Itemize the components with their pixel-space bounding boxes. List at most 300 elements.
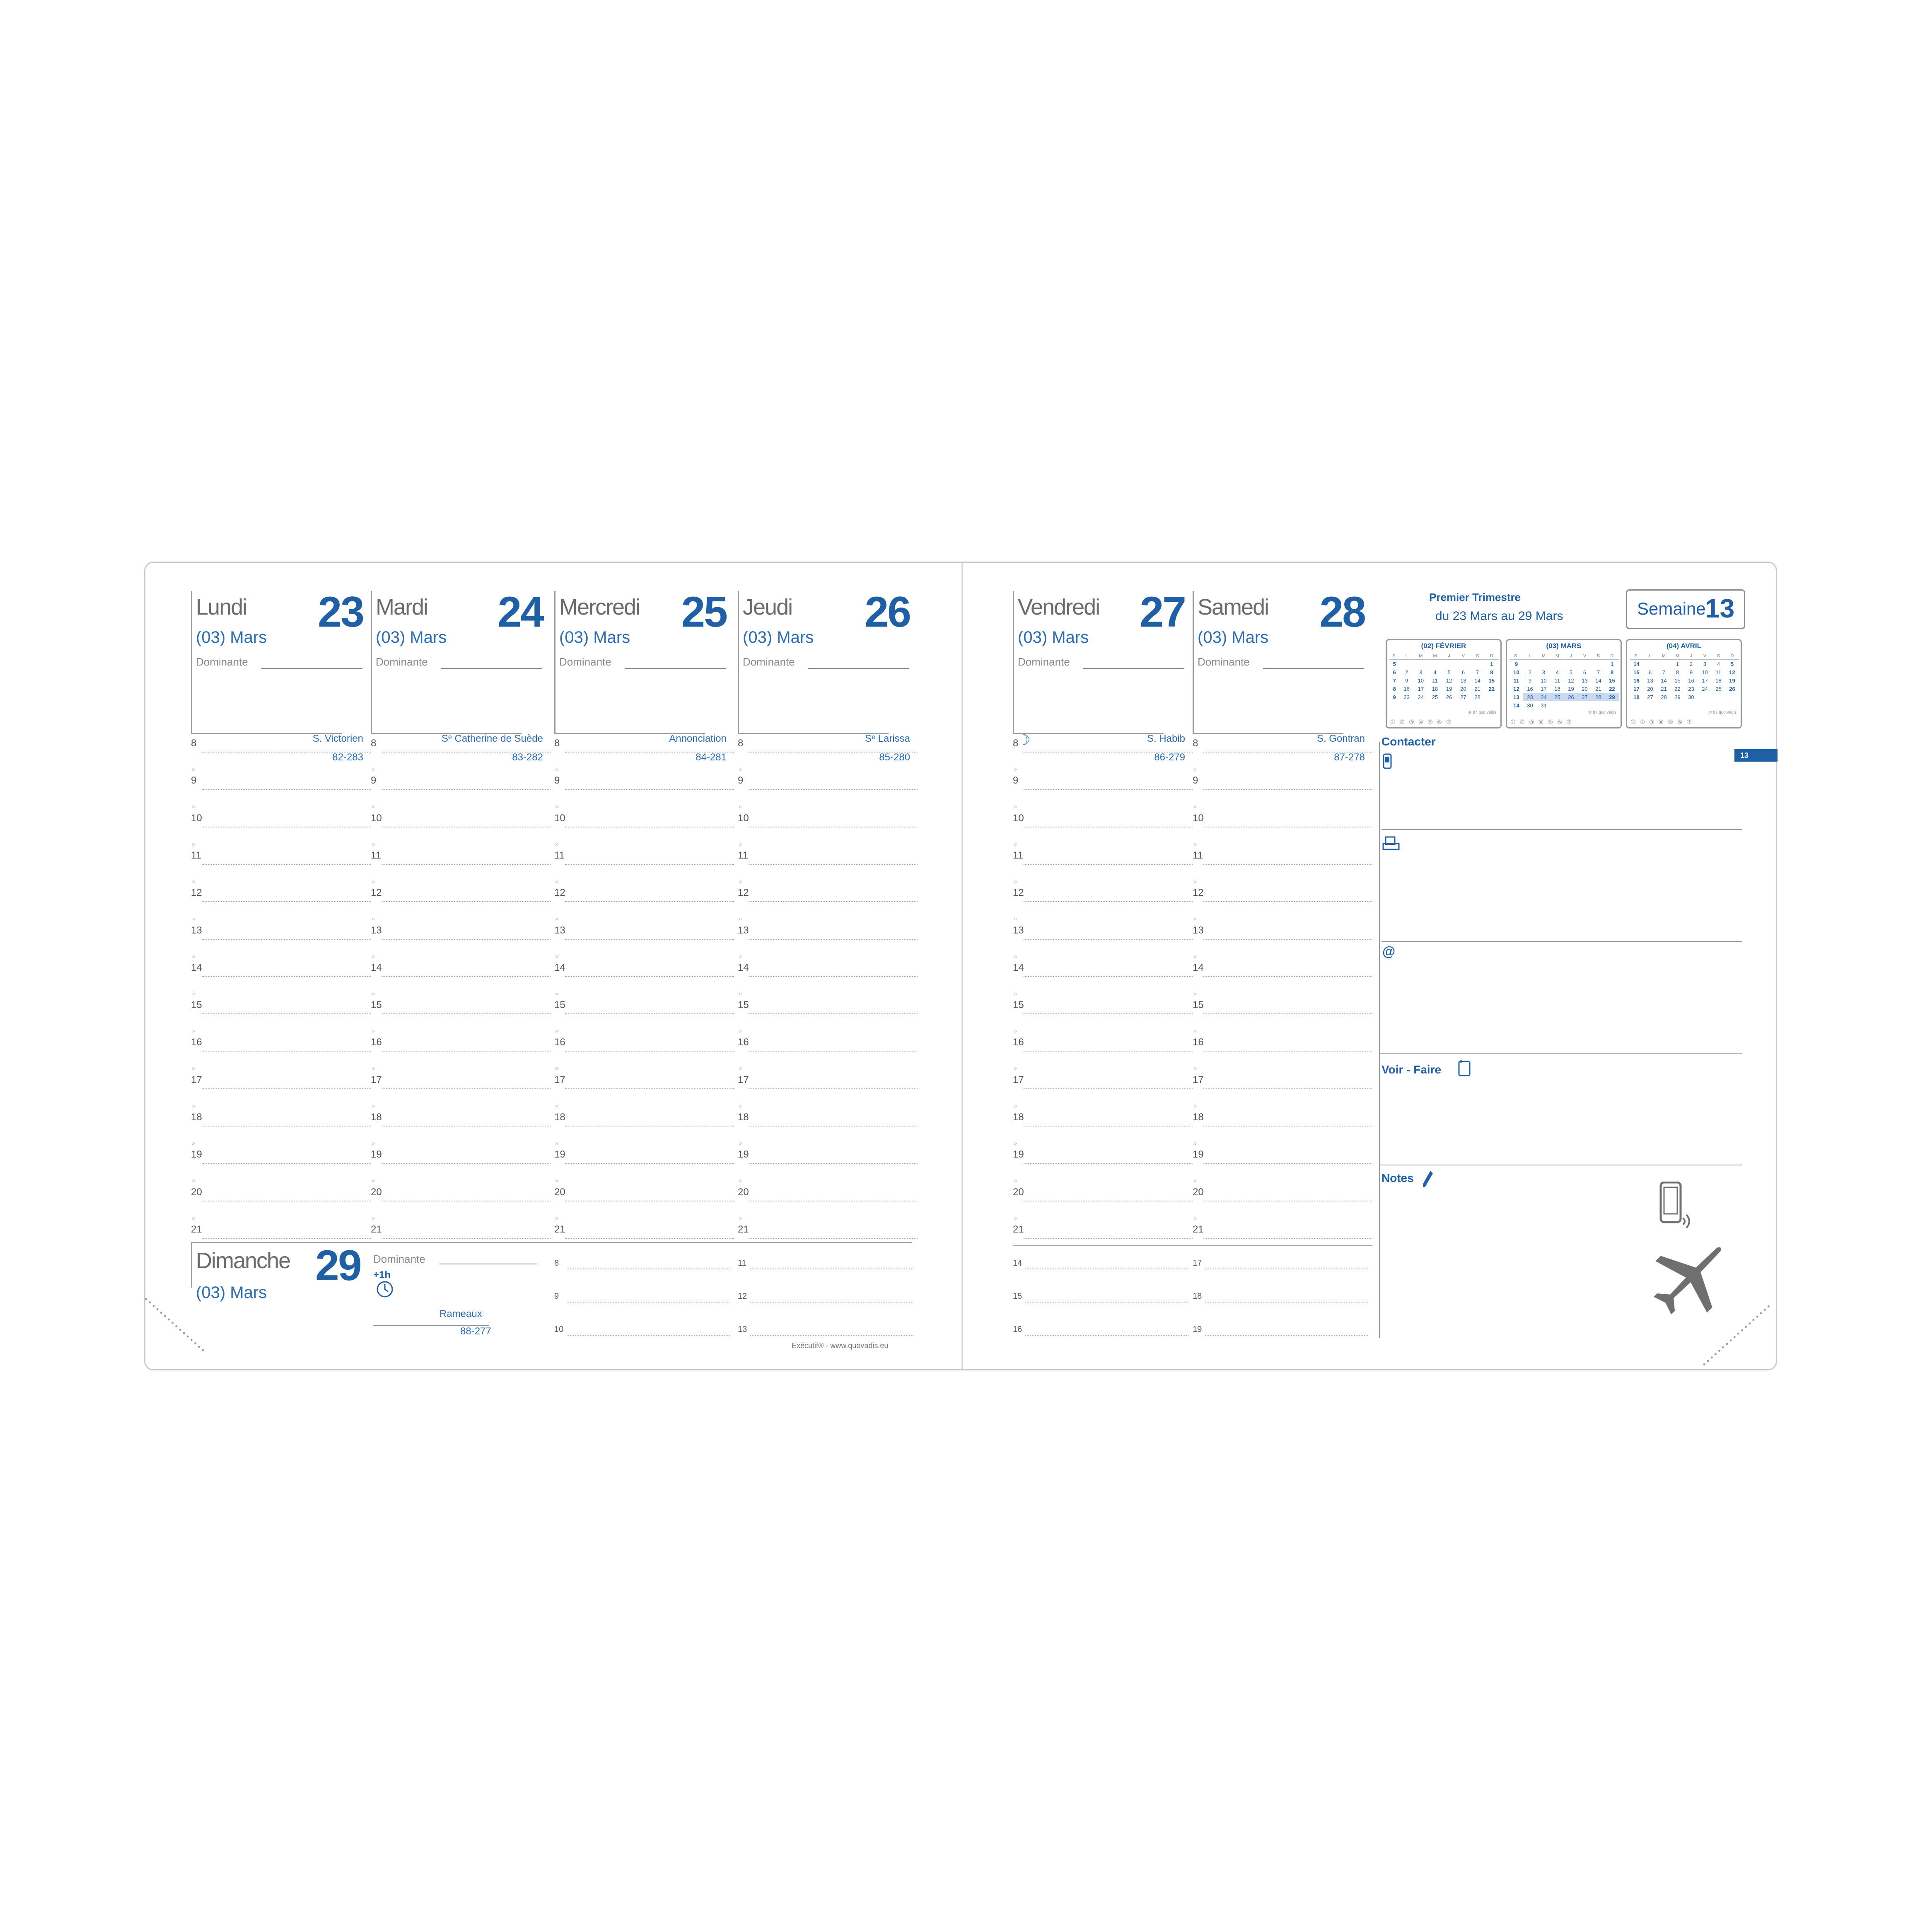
day-of-year: 84-281	[696, 752, 727, 763]
weekday-circles: ①②③④⑤⑥⑦	[1390, 719, 1456, 725]
hour-label: 20	[554, 1186, 565, 1198]
hour-label: 18	[191, 1112, 202, 1123]
half-hour-mark: »	[1193, 990, 1197, 997]
date-cell: 11	[1715, 669, 1722, 675]
extra-hour-label: 15	[1013, 1292, 1022, 1301]
date-cell: 22	[1488, 685, 1495, 692]
date-cell: 30	[1527, 702, 1533, 709]
hour-line	[1203, 789, 1372, 790]
day-4-hour-19[interactable]	[1013, 1149, 1193, 1164]
week-number-cell: 16	[1633, 677, 1640, 684]
hour-line	[382, 1163, 551, 1164]
day-0-hour-9[interactable]	[191, 775, 371, 790]
hour-line	[202, 1013, 371, 1014]
hour-line	[1203, 901, 1372, 902]
hour-label: 14	[371, 962, 382, 973]
date-cell: 15	[1674, 677, 1681, 684]
half-hour-mark: »	[739, 1177, 742, 1184]
mini-calendar-grid	[1389, 653, 1499, 701]
voir-faire-heading: Voir - Faire	[1381, 1063, 1442, 1076]
day-header-0	[191, 588, 367, 763]
day-2-hour-11[interactable]	[554, 849, 734, 865]
hour-line	[565, 789, 734, 790]
day-4-hour-14[interactable]	[1013, 962, 1193, 977]
hour-label: 21	[738, 1223, 749, 1235]
day-3-hour-9[interactable]	[738, 775, 918, 790]
hour-line	[1024, 939, 1193, 940]
day-4-hour-12[interactable]	[1013, 887, 1193, 902]
sunday-name: Dimanche	[196, 1248, 290, 1273]
sunday-hour-line[interactable]	[567, 1335, 730, 1336]
day-of-year: 87-278	[1334, 752, 1365, 763]
day-1-hour-14[interactable]	[371, 962, 551, 977]
date-cell: 12	[1729, 669, 1735, 675]
hour-label: 20	[371, 1186, 382, 1198]
dominante-line	[1263, 668, 1364, 669]
half-hour-mark: »	[555, 1140, 559, 1147]
date-cell: 16	[1688, 677, 1694, 684]
half-hour-mark: »	[1193, 1140, 1197, 1147]
day-0-hour-19[interactable]	[191, 1149, 371, 1164]
date-cell: 1	[1610, 661, 1614, 667]
day-1-hour-15[interactable]	[371, 999, 551, 1014]
mini-calendar-copyright: © 87 quo vadis	[1589, 710, 1616, 715]
weekday-header: L	[1400, 653, 1414, 660]
date-cell: 26	[1729, 685, 1735, 692]
hour-label: 8	[1013, 738, 1019, 749]
hour-line	[565, 901, 734, 902]
weekday-header: J	[1442, 653, 1456, 660]
day-0-hour-17[interactable]	[191, 1074, 371, 1089]
date-cell: 19	[1446, 685, 1452, 692]
hour-label: 18	[738, 1112, 749, 1123]
day-0-hour-21[interactable]	[191, 1223, 371, 1239]
half-hour-mark: »	[192, 766, 196, 773]
left-page	[145, 563, 961, 1369]
hour-label: 19	[738, 1149, 749, 1160]
hour-line	[749, 976, 918, 977]
date-cell: 12	[1446, 677, 1452, 684]
sunday-hour-label: 11	[738, 1259, 746, 1268]
mobile-phone-icon	[1382, 753, 1393, 770]
date-cell: 10	[1702, 669, 1708, 675]
half-hour-mark: »	[1193, 840, 1197, 848]
hour-line	[1024, 864, 1193, 865]
day-4-hour-16[interactable]	[1013, 1037, 1193, 1052]
smartphone-wireless-icon	[1659, 1182, 1696, 1231]
hour-label: 19	[1193, 1149, 1204, 1160]
hour-line	[202, 939, 371, 940]
day-3-hour-14[interactable]	[738, 962, 918, 977]
half-hour-mark: »	[739, 803, 742, 810]
day-name: Mercredi	[559, 595, 640, 620]
half-hour-mark: »	[192, 1214, 196, 1222]
day-5-hour-16[interactable]	[1193, 1037, 1372, 1052]
hour-label: 19	[371, 1149, 382, 1160]
hour-label: 13	[1193, 924, 1204, 936]
day-4-hour-15[interactable]	[1013, 999, 1193, 1014]
date-cell: 8	[1490, 669, 1493, 675]
weekday-header: M	[1671, 653, 1684, 660]
quarter-title: Premier Trimestre	[1429, 591, 1521, 603]
time-change-label: +1h	[373, 1269, 391, 1281]
half-hour-mark: »	[1014, 1214, 1017, 1222]
day-3-hour-16[interactable]	[738, 1037, 918, 1052]
date-cell: 21	[1595, 685, 1601, 692]
hour-label: 14	[1013, 962, 1024, 973]
dominante-label: Dominante	[1018, 656, 1070, 668]
contacter-bottom-line	[1379, 1053, 1742, 1054]
date-cell: 5	[1447, 669, 1451, 675]
day-5-hour-13[interactable]	[1193, 924, 1372, 940]
date-cell: 26	[1564, 693, 1578, 701]
day-1-hour-17[interactable]	[371, 1074, 551, 1089]
half-hour-mark: »	[1193, 878, 1197, 885]
half-hour-mark: »	[372, 990, 375, 997]
dominante-label: Dominante	[743, 656, 795, 668]
extra-hours-top-rule	[1013, 1245, 1372, 1246]
hour-line	[749, 1013, 918, 1014]
hour-label: 20	[191, 1186, 202, 1198]
day-name: Samedi	[1198, 595, 1269, 620]
hour-label: 16	[1193, 1037, 1204, 1048]
day-3-hour-17[interactable]	[738, 1074, 918, 1089]
weekday-header: D	[1605, 653, 1619, 660]
half-hour-mark: »	[192, 990, 196, 997]
weekday-circles: ①②③④⑤⑥⑦	[1510, 719, 1576, 725]
day-3-hour-11[interactable]	[738, 849, 918, 865]
day-5-hour-9[interactable]	[1193, 775, 1372, 790]
half-hour-mark: »	[555, 1177, 559, 1184]
date-cell	[1523, 660, 1537, 668]
sunday-hour-line[interactable]	[750, 1335, 913, 1336]
week-number-cell: 7	[1393, 677, 1396, 684]
hour-label: 10	[1013, 812, 1024, 824]
sunday-saint: Rameaux	[440, 1308, 482, 1319]
extra-hour-label: 18	[1193, 1292, 1202, 1301]
hour-line	[382, 939, 551, 940]
date-cell: 31	[1541, 702, 1547, 709]
contacter-heading: Contacter	[1381, 735, 1436, 748]
half-hour-mark: »	[555, 1028, 559, 1035]
date-cell: 2	[1528, 669, 1532, 675]
hour-line	[202, 1163, 371, 1164]
day-2-hour-12[interactable]	[554, 887, 734, 902]
week-number-cell: 10	[1513, 669, 1519, 675]
day-4-hour-11[interactable]	[1013, 849, 1193, 865]
hour-label: 21	[554, 1223, 565, 1235]
day-1-hour-9[interactable]	[371, 775, 551, 790]
day-1-hour-12[interactable]	[371, 887, 551, 902]
half-hour-mark: »	[1193, 803, 1197, 810]
mini-calendar-1	[1506, 639, 1622, 728]
hour-line	[1203, 976, 1372, 977]
date-cell: 9	[1689, 669, 1693, 675]
day-5-hour-19[interactable]	[1193, 1149, 1372, 1164]
mini-calendar-title: (03) MARS	[1546, 642, 1582, 650]
half-hour-mark: »	[1014, 1028, 1017, 1035]
hour-line	[1203, 1051, 1372, 1052]
half-hour-mark: »	[1193, 1214, 1197, 1222]
hour-line	[202, 1238, 371, 1239]
hour-line	[749, 939, 918, 940]
half-hour-mark: »	[192, 953, 196, 960]
hour-label: 17	[191, 1074, 202, 1085]
hour-label: 19	[191, 1149, 202, 1160]
day-2-hour-16[interactable]	[554, 1037, 734, 1052]
hour-label: 15	[554, 999, 565, 1011]
day-5-hour-21[interactable]	[1193, 1223, 1372, 1239]
hour-label: 13	[371, 924, 382, 936]
fax-icon	[1382, 836, 1400, 851]
date-cell	[1471, 660, 1485, 668]
hour-line	[382, 789, 551, 790]
mini-calendar-copyright: © 87 quo vadis	[1709, 710, 1737, 715]
day-0-hour-11[interactable]	[191, 849, 371, 865]
day-3-hour-13[interactable]	[738, 924, 918, 940]
week-number-cell: 18	[1633, 694, 1640, 700]
half-hour-mark: »	[372, 953, 375, 960]
day-3-hour-19[interactable]	[738, 1149, 918, 1164]
date-cell	[1551, 701, 1564, 709]
mini-calendar-0	[1386, 639, 1502, 728]
date-cell: 2	[1405, 669, 1408, 675]
day-4-hour-9[interactable]	[1013, 775, 1193, 790]
day-2-hour-9[interactable]	[554, 775, 734, 790]
day-of-year: 82-283	[332, 752, 363, 763]
date-cell	[1605, 701, 1619, 709]
date-cell	[1725, 693, 1739, 701]
hour-line	[382, 901, 551, 902]
hour-label: 17	[1013, 1074, 1024, 1085]
half-hour-mark: »	[1193, 1028, 1197, 1035]
hour-line	[1203, 1238, 1372, 1239]
notes-heading: Notes	[1381, 1172, 1414, 1184]
day-5-hour-17[interactable]	[1193, 1074, 1372, 1089]
hour-line	[382, 1051, 551, 1052]
day-header-rule	[191, 591, 192, 734]
date-cell: 6	[1461, 669, 1465, 675]
extra-hour-line[interactable]	[1205, 1335, 1368, 1336]
hour-line	[1024, 752, 1193, 753]
date-cell: 24	[1702, 685, 1708, 692]
date-cell: 17	[1702, 677, 1708, 684]
hour-label: 12	[554, 887, 565, 899]
date-cell: 4	[1717, 661, 1720, 667]
saint-name: S. Victorien	[312, 733, 363, 744]
saint-name: Annonciation	[669, 733, 727, 744]
hour-label: 8	[191, 738, 197, 749]
date-cell: 8	[1610, 669, 1614, 675]
hour-line	[202, 864, 371, 865]
extra-hour-label: 19	[1193, 1325, 1202, 1334]
day-3-hour-15[interactable]	[738, 999, 918, 1014]
half-hour-mark: »	[1014, 1065, 1017, 1072]
extra-hour-line[interactable]	[1025, 1335, 1188, 1336]
half-hour-mark: »	[555, 915, 559, 923]
half-hour-mark: »	[1014, 1140, 1017, 1147]
date-cell	[1537, 660, 1551, 668]
half-hour-mark: »	[192, 1177, 196, 1184]
day-1-hour-16[interactable]	[371, 1037, 551, 1052]
week-number-cell: 9	[1393, 694, 1396, 700]
mini-calendar-2	[1626, 639, 1742, 728]
half-hour-mark: »	[1014, 915, 1017, 923]
contacter-line-2	[1381, 941, 1742, 942]
day-1-hour-21[interactable]	[371, 1223, 551, 1239]
day-2-hour-17[interactable]	[554, 1074, 734, 1089]
date-cell	[1400, 660, 1414, 668]
sunday-dominante: Dominante	[373, 1253, 425, 1265]
hour-label: 8	[1193, 738, 1198, 749]
weekday-header: V	[1578, 653, 1592, 660]
half-hour-mark: »	[555, 1214, 559, 1222]
saint-name: S. Gontran	[1316, 733, 1365, 744]
day-5-hour-15[interactable]	[1193, 999, 1372, 1014]
week-col-header: S.	[1509, 653, 1523, 660]
day-month: (03) Mars	[196, 628, 267, 646]
date-cell: 30	[1688, 694, 1694, 700]
date-cell: 5	[1730, 661, 1734, 667]
day-number: 28	[1319, 588, 1365, 636]
day-1-hour-11[interactable]	[371, 849, 551, 865]
date-cell	[1592, 701, 1605, 709]
date-cell	[1564, 660, 1578, 668]
date-cell: 15	[1609, 677, 1615, 684]
half-hour-mark: »	[192, 1065, 196, 1072]
hour-label: 10	[371, 812, 382, 824]
hour-line	[202, 1088, 371, 1089]
hour-line	[1024, 1051, 1193, 1052]
half-hour-mark: »	[555, 1065, 559, 1072]
day-4-hour-21[interactable]	[1013, 1223, 1193, 1239]
date-cell: 8	[1676, 669, 1679, 675]
date-cell: 10	[1418, 677, 1424, 684]
day-0-hour-16[interactable]	[191, 1037, 371, 1052]
day-2-hour-15[interactable]	[554, 999, 734, 1014]
date-cell: 13	[1460, 677, 1466, 684]
hour-label: 9	[738, 775, 744, 786]
date-cell: 19	[1568, 685, 1574, 692]
day-5-hour-11[interactable]	[1193, 849, 1372, 865]
hour-line	[382, 1013, 551, 1014]
week-number-cell: 9	[1514, 661, 1518, 667]
date-cell: 21	[1474, 685, 1481, 692]
day-2-hour-14[interactable]	[554, 962, 734, 977]
hour-label: 11	[554, 849, 565, 861]
hour-label: 16	[554, 1037, 565, 1048]
half-hour-mark: »	[739, 840, 742, 848]
dominante-label: Dominante	[1198, 656, 1250, 668]
hour-line	[749, 901, 918, 902]
day-of-year: 86-279	[1154, 752, 1185, 763]
dominante-label: Dominante	[559, 656, 611, 668]
hour-line	[1024, 976, 1193, 977]
extra-hour-label: 17	[1193, 1259, 1202, 1268]
date-cell: 4	[1433, 669, 1437, 675]
contacter-line-1	[1381, 829, 1742, 830]
week-number: 13	[1705, 593, 1735, 623]
day-0-hour-15[interactable]	[191, 999, 371, 1014]
day-1-hour-19[interactable]	[371, 1149, 551, 1164]
weekday-header: S	[1471, 653, 1485, 660]
date-cell	[1414, 660, 1428, 668]
day-number: 27	[1140, 588, 1185, 636]
footer-credit: Exécutif® - www.quovadis.eu	[792, 1341, 889, 1350]
hour-label: 15	[738, 999, 749, 1011]
date-cell: 18	[1432, 685, 1438, 692]
half-hour-mark: »	[739, 1065, 742, 1072]
day-4-hour-13[interactable]	[1013, 924, 1193, 940]
date-cell: 9	[1405, 677, 1408, 684]
day-number: 24	[498, 588, 543, 636]
hour-label: 21	[1013, 1223, 1024, 1235]
hour-line	[202, 1051, 371, 1052]
date-cell: 6	[1648, 669, 1652, 675]
half-hour-mark: »	[555, 990, 559, 997]
day-5-hour-14[interactable]	[1193, 962, 1372, 977]
hour-line	[565, 1051, 734, 1052]
hour-line	[202, 901, 371, 902]
mini-calendar-copyright: © 87 quo vadis	[1468, 710, 1496, 715]
date-cell: 13	[1647, 677, 1653, 684]
weekday-header: M	[1428, 653, 1442, 660]
weekday-header: L	[1643, 653, 1657, 660]
day-month: (03) Mars	[743, 628, 814, 646]
day-3-hour-21[interactable]	[738, 1223, 918, 1239]
hour-line	[1203, 1163, 1372, 1164]
sunday-month: (03) Mars	[196, 1283, 267, 1302]
hour-label: 15	[1013, 999, 1024, 1011]
half-hour-mark: »	[192, 1140, 196, 1147]
half-hour-mark: »	[372, 1140, 375, 1147]
dominante-line	[441, 668, 542, 669]
day-3-hour-12[interactable]	[738, 887, 918, 902]
day-header-5	[1193, 588, 1369, 763]
sunday-day-of-year: 88-277	[460, 1326, 491, 1337]
hour-label: 18	[1013, 1112, 1024, 1123]
day-0-hour-12[interactable]	[191, 887, 371, 902]
hour-line	[749, 789, 918, 790]
dominante-line	[1083, 668, 1184, 669]
date-cell	[1442, 660, 1456, 668]
half-hour-mark: »	[1014, 1102, 1017, 1110]
date-cell: 9	[1528, 677, 1532, 684]
day-2-hour-19[interactable]	[554, 1149, 734, 1164]
hour-label: 12	[191, 887, 202, 899]
day-2-hour-13[interactable]	[554, 924, 734, 940]
decorative-dots-right: ••••••••••••••••••	[1700, 1300, 1774, 1368]
day-0-hour-14[interactable]	[191, 962, 371, 977]
date-cell: 16	[1527, 685, 1533, 692]
day-4-hour-17[interactable]	[1013, 1074, 1193, 1089]
day-2-hour-21[interactable]	[554, 1223, 734, 1239]
day-1-hour-13[interactable]	[371, 924, 551, 940]
date-cell: 3	[1703, 661, 1707, 667]
date-cell	[1456, 660, 1470, 668]
date-cell: 23	[1523, 693, 1537, 701]
date-cell: 15	[1488, 677, 1495, 684]
day-0-hour-13[interactable]	[191, 924, 371, 940]
notepad-icon	[1458, 1059, 1472, 1077]
date-cell: 17	[1418, 685, 1424, 692]
week-number-cell: 14	[1513, 702, 1519, 709]
hour-line	[565, 864, 734, 865]
day-5-hour-12[interactable]	[1193, 887, 1372, 902]
hour-line	[1203, 752, 1372, 753]
day-month: (03) Mars	[559, 628, 630, 646]
date-cell: 14	[1595, 677, 1601, 684]
